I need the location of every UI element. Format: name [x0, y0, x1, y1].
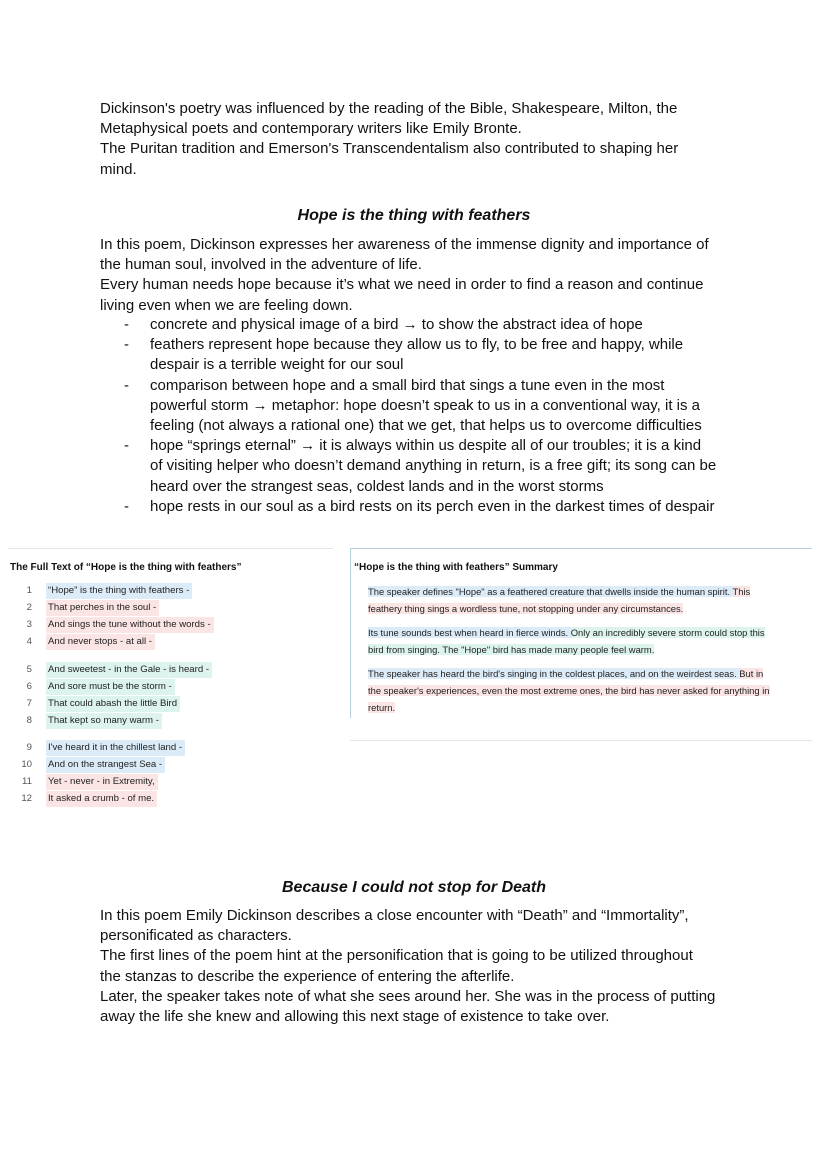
line-number: 11: [22, 776, 32, 787]
summary-text: the speaker's experiences, even the most extreme ones, the bird has never asked for anything in: [368, 685, 770, 697]
bullet-line: feathers represent hope because they allow us to fly, to be free and happy, while: [150, 336, 684, 354]
summary-text: But in: [739, 668, 764, 679]
bullet-item: [100, 335, 740, 375]
summary-text: The speaker has heard the bird's singing in the coldest places, and on the weirdest seas.: [368, 668, 740, 679]
summary-text: Its tune sounds best when heard in fierce winds.: [368, 627, 571, 638]
line-number: 2: [26, 602, 32, 613]
bullet-item: [100, 436, 740, 497]
death-line: Later, the speaker takes note of what she sees around her. She was in the process of putting: [100, 987, 716, 1005]
bullet-line: hope “springs eternal” → it is always within us despite all of our troubles; it is a kind: [150, 437, 702, 455]
bullet-marker: -: [124, 336, 129, 354]
poem-full-text-panel: [8, 548, 333, 818]
bullet-marker: -: [124, 316, 129, 333]
line-text: And on the strangest Sea -: [46, 757, 165, 773]
bullet-item: [100, 315, 740, 335]
summary-text: Only an incredibly severe storm could stop this: [570, 627, 765, 638]
death-line: the stanzas to describe the experience of entering the afterlife.: [100, 967, 515, 985]
line-number: 3: [26, 619, 32, 630]
death-paragraph: [100, 906, 740, 1027]
hope-line: In this poem, Dickinson expresses her awareness of the immense dignity and importance of: [100, 236, 709, 253]
intro-line: mind.: [100, 160, 137, 178]
poem-summary-panel: [350, 546, 812, 746]
summary-paragraph: [368, 583, 813, 617]
line-number: 9: [26, 742, 32, 753]
summary-text: The speaker defines "Hope" as a feathered creature that dwells inside the human spirit.: [368, 586, 733, 597]
line-number: 12: [21, 793, 32, 804]
hope-bullet-list: [100, 315, 740, 517]
line-number: 1: [26, 585, 32, 596]
summary-paragraph: [368, 665, 813, 717]
line-number: 8: [26, 715, 32, 726]
line-number: 4: [26, 636, 32, 647]
summary-text: feathery thing sings a wordless tune, not stopping under any circumstances.: [368, 603, 684, 615]
line-number: 6: [26, 681, 32, 692]
summary-top-divider: [350, 548, 812, 549]
section-title-death: Because I could not stop for Death: [281, 879, 547, 896]
summary-bottom-divider: [350, 740, 812, 741]
bullet-line: despair is a terrible weight for our soul: [150, 356, 404, 374]
summary-side-divider: [350, 548, 351, 718]
line-text: That could abash the little Bird: [46, 696, 180, 712]
bullet-marker: -: [124, 437, 129, 455]
death-line: The first lines of the poem hint at the personification that is going to be utilized throughout: [100, 947, 693, 965]
death-line: personificated as characters.: [100, 927, 292, 945]
hope-line: the human soul, involved in the adventure of life.: [100, 256, 422, 274]
intro-line: Metaphysical poets and contemporary writers like Emily Bronte.: [100, 120, 522, 138]
poem-panel-divider: [8, 548, 333, 549]
summary-text: return.: [368, 702, 396, 714]
death-line: In this poem Emily Dickinson describes a close encounter with “Death” and “Immortality”,: [100, 907, 689, 924]
summary-panel-title: “Hope is the thing with feathers” Summary: [354, 562, 558, 573]
intro-line: Dickinson's poetry was influenced by the reading of the Bible, Shakespeare, Milton, the: [100, 100, 678, 117]
hope-line: Every human needs hope because it’s what we need in order to find a reason and continue: [100, 276, 704, 294]
line-number: 10: [21, 759, 32, 770]
death-line: away the life she knew and allowing this next stage of existence to take over.: [100, 1008, 610, 1026]
bullet-line: concrete and physical image of a bird → to show the abstract idea of hope: [150, 316, 643, 333]
bullet-item: [100, 497, 740, 517]
line-text: That perches in the soul -: [46, 600, 159, 616]
summary-text: This: [732, 586, 751, 597]
line-text: “Hope” is the thing with feathers -: [46, 583, 192, 599]
line-text: That kept so many warm -: [46, 713, 162, 729]
line-number: 5: [26, 664, 32, 675]
hope-line: living even when we are feeling down.: [100, 296, 353, 314]
summary-text: bird from singing. The "Hope" bird has made many people feel warm.: [368, 644, 655, 656]
bullet-marker: -: [124, 376, 129, 394]
bullet-item: [100, 376, 740, 437]
line-text: And sore must be the storm -: [46, 679, 175, 695]
bullet-line: feeling (not always a rational one) that we get, that helps us to overcome difficulties: [150, 417, 702, 435]
bullet-marker: -: [124, 497, 129, 515]
intro-line: The Puritan tradition and Emerson's Transcendentalism also contributed to shaping her: [100, 140, 679, 158]
line-number: 7: [26, 698, 32, 709]
line-text: And sings the tune without the words -: [46, 617, 214, 633]
poem-panel-title: The Full Text of “Hope is the thing with feathers”: [10, 562, 242, 573]
bullet-line: of visiting helper who doesn’t demand anything in return, is a free gift; its song can be: [150, 457, 717, 475]
line-text: And never stops - at all -: [46, 634, 155, 650]
bullet-line: comparison between hope and a small bird that sings a tune even in the most: [150, 376, 665, 394]
line-text: I've heard it in the chillest land -: [46, 740, 185, 756]
line-text: It asked a crumb - of me.: [46, 791, 157, 807]
bullet-line: heard over the strangest seas, coldest lands and in the worst storms: [150, 477, 604, 495]
intro-paragraph: [100, 99, 740, 180]
bullet-line: powerful storm → metaphor: hope doesn’t speak to us in a conventional way, it is a: [150, 396, 701, 414]
hope-paragraph: [100, 235, 740, 316]
line-text: And sweetest - in the Gale - is heard -: [46, 662, 212, 678]
summary-paragraph: [368, 624, 813, 658]
bullet-line: hope rests in our soul as a bird rests on its perch even in the darkest times of despair: [150, 497, 715, 515]
line-text: Yet - never - in Extremity,: [46, 774, 158, 790]
section-title-hope: Hope is the thing with feathers: [297, 207, 531, 224]
